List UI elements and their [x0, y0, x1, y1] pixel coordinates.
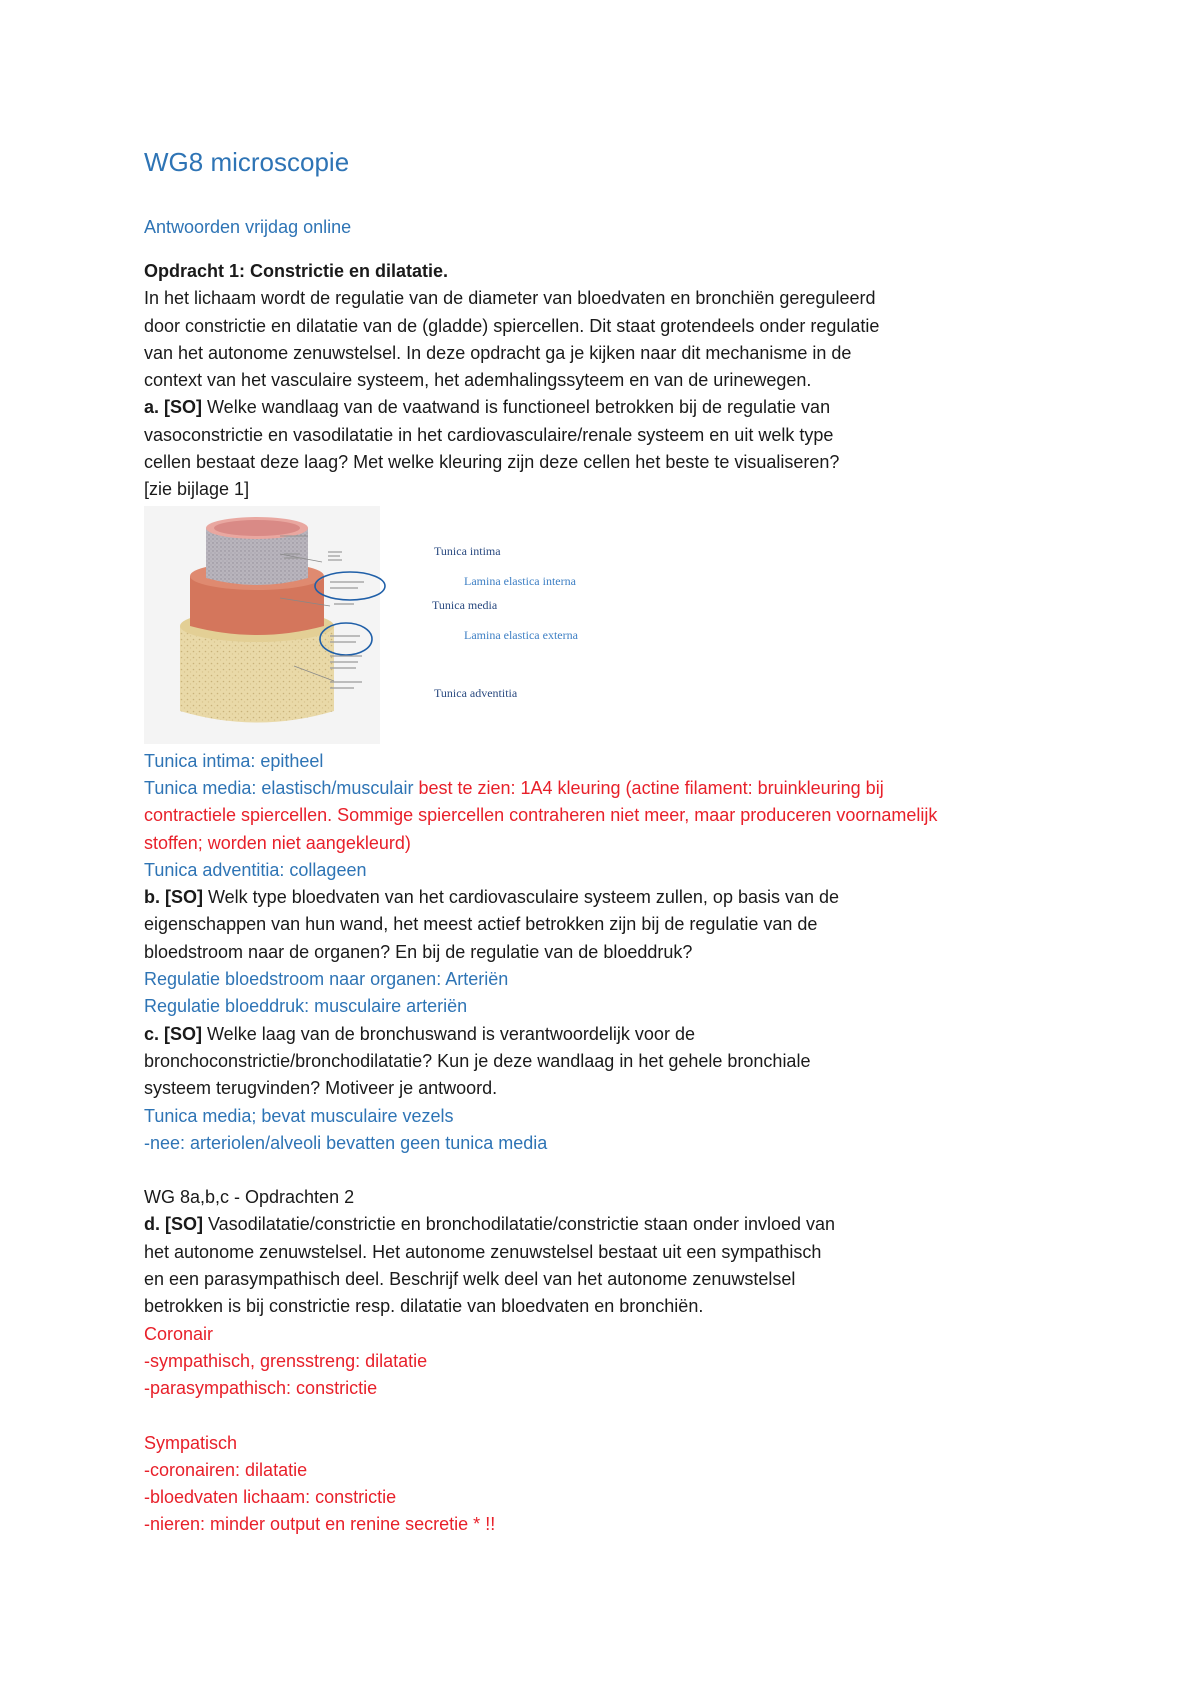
question-c-line: systeem terugvinden? Motiveer je antwoord.	[144, 1078, 498, 1099]
q1-intro-line: context van het vasculaire systeem, het ademhalingssyteem en van de urinewegen.	[144, 370, 812, 391]
answer-d-coronair-item: -parasympathisch: constrictie	[144, 1378, 378, 1399]
answer-a-media-line	[144, 775, 1064, 802]
answer-b-line: Regulatie bloeddruk: musculaire arteriën	[144, 996, 468, 1017]
question-b-line: eigenschappen van hun wand, het meest actief betrokken zijn bij de regulatie van de	[144, 914, 818, 935]
figure-label-lamina-elastica-externa: Lamina elastica externa	[464, 627, 578, 642]
question-c-line	[144, 1021, 1064, 1048]
figure-label-tunica-media: Tunica media	[432, 597, 498, 612]
answer-c-line: -nee: arteriolen/alveoli bevatten geen tunica media	[144, 1132, 548, 1153]
q1-heading: Opdracht 1: Constrictie en dilatatie.	[144, 261, 449, 281]
answer-d-sympatisch-item: -bloedvaten lichaam: constrictie	[144, 1487, 397, 1508]
figure-label-tunica-adventitia: Tunica adventitia	[434, 685, 518, 700]
spacer	[144, 1403, 1064, 1430]
question-d-prefix: d. [SO]	[144, 1214, 203, 1235]
question-b-prefix: b. [SO]	[144, 887, 203, 908]
answer-a-media: Tunica media: elastisch/musculair	[144, 777, 414, 798]
answer-d-sympatisch-item: -nieren: minder output en renine secretie * !!	[144, 1514, 496, 1535]
question-b-line: bloedstroom naar de organen? En bij de regulatie van de bloeddruk?	[144, 941, 693, 962]
question-d-line: betrokken is bij constrictie resp. dilatatie van bloedvaten en bronchiën.	[144, 1296, 704, 1317]
question-a-text: Welke wandlaag van de vaatwand is functioneel betrokken bij de regulatie van	[202, 397, 831, 418]
document-title: WG8 microscopie	[144, 147, 350, 177]
vessel-wall-illustration	[144, 506, 1024, 746]
question-a-line: [zie bijlage 1]	[144, 479, 250, 500]
figure-label-tunica-intima: Tunica intima	[434, 543, 501, 558]
answer-a-media-note: stoffen; worden niet aangekleurd)	[144, 832, 411, 853]
answer-d-sympatisch-item: -coronairen: dilatatie	[144, 1459, 308, 1480]
spacer	[144, 1157, 1064, 1184]
answer-d-sympatisch-heading: Sympatisch	[144, 1432, 238, 1453]
answer-c-line: Tunica media; bevat musculaire vezels	[144, 1105, 454, 1126]
question-c-prefix: c. [SO]	[144, 1023, 203, 1044]
question-b-line	[144, 884, 1064, 911]
q1-intro-line: van het autonome zenuwstelsel. In deze opdracht ga je kijken naar dit mechanisme in de	[144, 342, 852, 363]
q1-intro-line: door constrictie en dilatatie van de (gladde) spiercellen. Dit staat grotendeels onder regulatie	[144, 315, 880, 336]
answer-d-coronair-item: -sympathisch, grensstreng: dilatatie	[144, 1350, 428, 1371]
question-d-text: Vasodilatatie/constrictie en bronchodilatatie/constrictie staan onder invloed van	[203, 1214, 836, 1235]
q1-intro-line: In het lichaam wordt de regulatie van de diameter van bloedvaten en bronchiën gereguleerd	[144, 288, 876, 309]
document-subtitle: Antwoorden vrijdag online	[144, 217, 352, 237]
document-page	[144, 144, 1064, 1539]
answer-a-media-note: best te zien: 1A4 kleuring (actine filament: bruinkleuring bij	[413, 777, 884, 798]
answer-a-adventitia: Tunica adventitia: collageen	[144, 859, 367, 880]
answer-d-coronair-heading: Coronair	[144, 1323, 214, 1344]
question-a-line	[144, 394, 1064, 421]
vessel-wall-figure	[144, 506, 1024, 746]
question-d-line: en een parasympathisch deel. Beschrijf welk deel van het autonome zenuwstelsel	[144, 1269, 796, 1290]
question-d-line	[144, 1211, 1064, 1238]
question-b-text: Welk type bloedvaten van het cardiovasculaire systeem zullen, op basis van de	[203, 887, 840, 908]
question-a-line: cellen bestaat deze laag? Met welke kleuring zijn deze cellen het beste te visualiseren?	[144, 452, 840, 473]
question-c-text: Welke laag van de bronchuswand is verantwoordelijk voor de	[202, 1023, 695, 1044]
question-a-line: vasoconstrictie en vasodilatatie in het cardiovasculaire/renale systeem en uit welk type	[144, 424, 834, 445]
q2-heading: WG 8a,b,c - Opdrachten 2	[144, 1187, 355, 1208]
figure-label-lamina-elastica-interna: Lamina elastica interna	[464, 573, 576, 588]
question-a-prefix: a. [SO]	[144, 397, 203, 418]
question-d-line: het autonome zenuwstelsel. Het autonome zenuwstelsel bestaat uit een sympathisch	[144, 1241, 822, 1262]
answer-a-media-note: contractiele spiercellen. Sommige spiercellen contraheren niet meer, maar produceren voornamelijk	[144, 805, 938, 826]
answer-b-line: Regulatie bloedstroom naar organen: Arteriën	[144, 969, 509, 990]
answer-a-intima: Tunica intima: epitheel	[144, 750, 324, 771]
question-c-line: bronchoconstrictie/bronchodilatatie? Kun je deze wandlaag in het gehele bronchiale	[144, 1050, 811, 1071]
